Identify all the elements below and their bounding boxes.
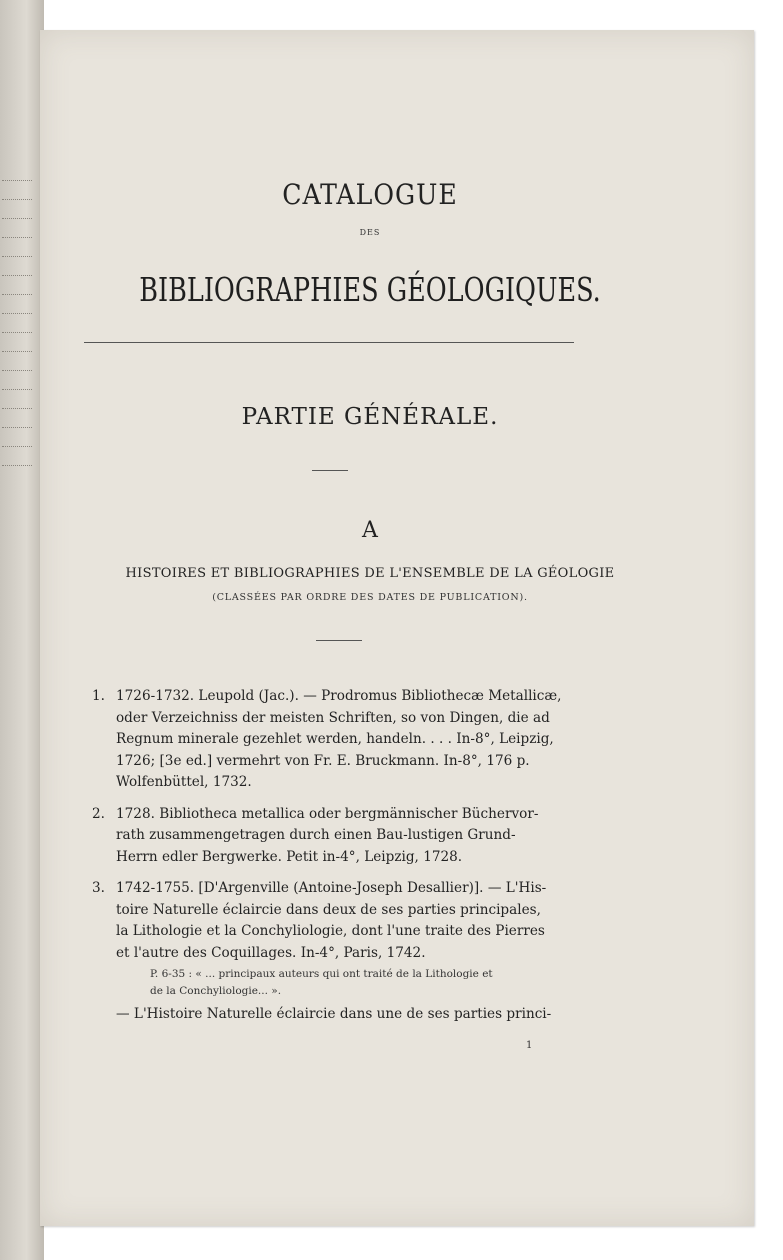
part-title: PARTIE GÉNÉRALE. [241, 404, 499, 430]
entry-number: 2. [92, 805, 105, 822]
entry-line: toire Naturelle éclaircie dans deux de ses parties principales, [116, 901, 541, 918]
section-title: HISTOIRES ET BIBLIOGRAPHIES DE L'ENSEMBLE DE LA GÉOLOGIE [125, 566, 615, 581]
section-letter: A [362, 518, 378, 543]
note-line: de la Conchyliologie... ». [150, 985, 282, 997]
entry-line: 1742-1755. [D'Argenville (Antoine-Joseph Desallier)]. — L'His- [116, 880, 547, 896]
adjacent-page-dotted-lines [2, 180, 32, 500]
entry-line: rath zusammengetragen durch einen Bau-lustigen Grund- [116, 827, 516, 843]
title-connector: DES [359, 228, 381, 237]
entry-line: Herrn edler Bergwerke. Petit in-4°, Leipzig, 1728. [116, 848, 463, 865]
section-subtitle: (CLASSÉES PAR ORDRE DES DATES DE PUBLICATION). [212, 592, 528, 603]
entry-line: 1726; [3e ed.] vermehrt von Fr. E. Bruckmann. In-8°, 176 p. [116, 752, 530, 769]
book-spine-edge [0, 0, 44, 1260]
entry-line: Regnum minerale gezehlet werden, handeln. . . . In-8°, Leipzig, [116, 731, 554, 747]
page-number: 1 [526, 1040, 533, 1051]
entry-line: 1728. Bibliotheca metallica oder bergmännischer Büchervor- [116, 805, 539, 822]
bibliography-entries [92, 686, 582, 1026]
bibliographies-title: BIBLIOGRAPHIES GÉOLOGIQUES. [139, 270, 601, 309]
entry-line: Wolfenbüttel, 1732. [116, 774, 252, 790]
book-page [40, 30, 754, 1226]
note-line: P. 6-35 : « ... principaux auteurs qui ont traité de la Lithologie et [150, 968, 493, 980]
entry-number: 3. [92, 880, 105, 896]
entry-line: la Lithologie et la Conchyliologie, dont l'une traite des Pierres [116, 923, 545, 939]
catalogue-title: CATALOGUE [282, 178, 458, 211]
bibliography-entry [92, 804, 582, 869]
entry-continuation: — L'Histoire Naturelle éclaircie dans une de ses parties princi- [116, 1006, 552, 1022]
part-divider [312, 470, 348, 471]
bibliography-entry [92, 686, 582, 794]
title-divider [84, 342, 574, 343]
bibliography-entry [92, 878, 582, 1000]
entry-line: 1726-1732. Leupold (Jac.). — Prodromus Bibliothecæ Metallicæ, [116, 688, 562, 704]
entry-note [116, 966, 582, 1000]
entry-line: et l'autre des Coquillages. In-4°, Paris, 1742. [116, 944, 426, 961]
entry-number: 1. [92, 688, 105, 704]
section-divider [316, 640, 362, 641]
entry-line: oder Verzeichniss der meisten Schriften, so von Dingen, die ad [116, 709, 550, 726]
